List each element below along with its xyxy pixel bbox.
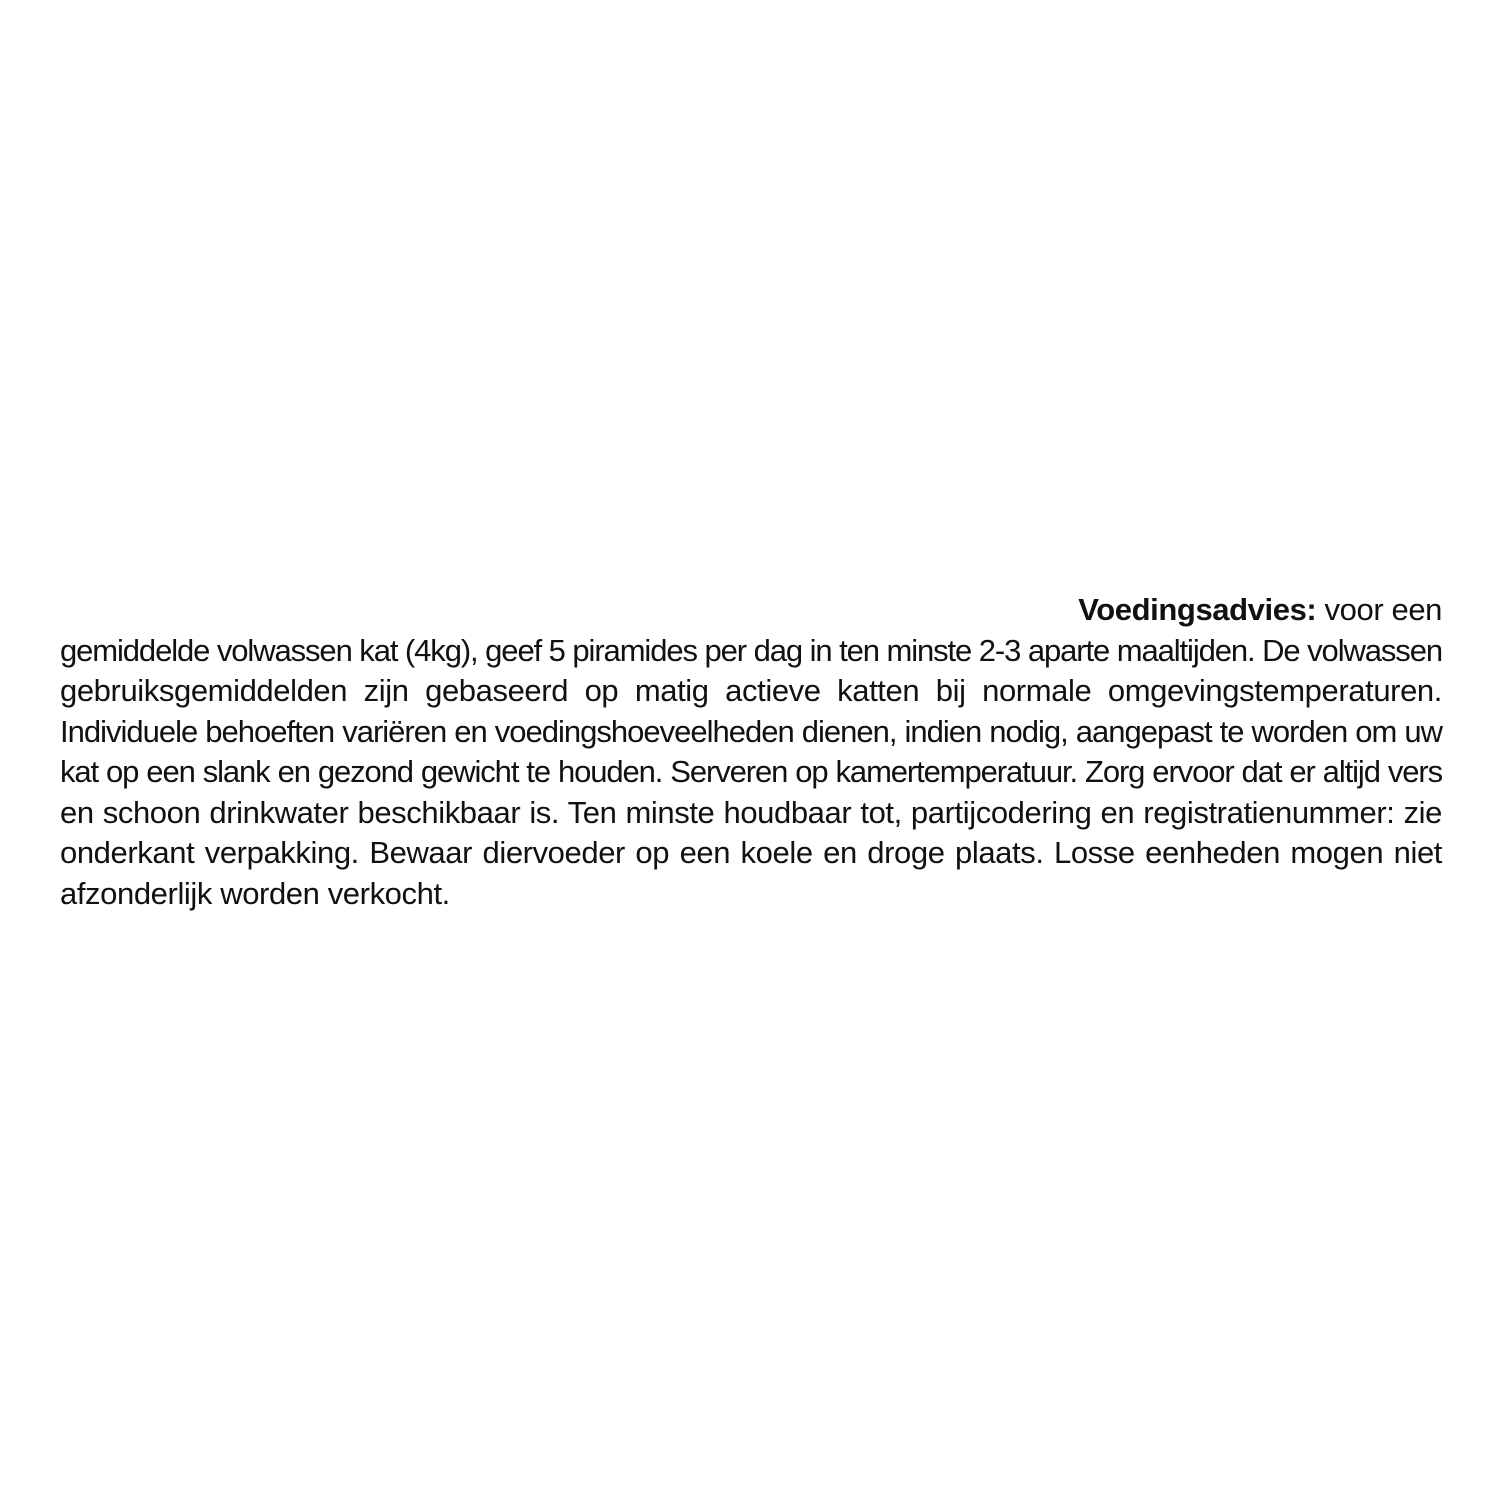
feeding-advice-label: Voedingsadvies: [1078,592,1317,627]
feeding-advice-line-1 [60,590,1442,631]
feeding-advice-line-6: en schoon drinkwater beschikbaar is. Ten minste houdbaar tot, partijcodering en registratienummer: zie [60,794,1442,830]
feeding-advice-line-2: gemiddelde volwassen kat (4kg), geef 5 piramides per dag in ten minste 2-3 aparte maaltijden. De volwassen [60,632,1442,668]
feeding-advice-paragraph [60,590,1442,914]
feeding-advice-line-7: onderkant verpakking. Bewaar diervoeder op een koele en droge plaats. Losse eenheden mogen niet [60,835,1442,870]
feeding-advice-line-5: kat op een slank en gezond gewicht te houden. Serveren op kamertemperatuur. Zorg ervoor dat er altijd vers [60,754,1442,789]
feeding-advice-first-line-text: voor een [1316,592,1442,627]
feeding-advice-line-8: afzonderlijk worden verkocht. [60,875,450,911]
feeding-advice-line-4: Individuele behoeften variëren en voedingshoeveelheden dienen, indien nodig, aangepast te worden om uw [60,713,1442,749]
feeding-advice-line-3: gebruiksgemiddelden zijn gebaseerd op matig actieve katten bij normale omgevingstemperaturen. [60,673,1442,708]
